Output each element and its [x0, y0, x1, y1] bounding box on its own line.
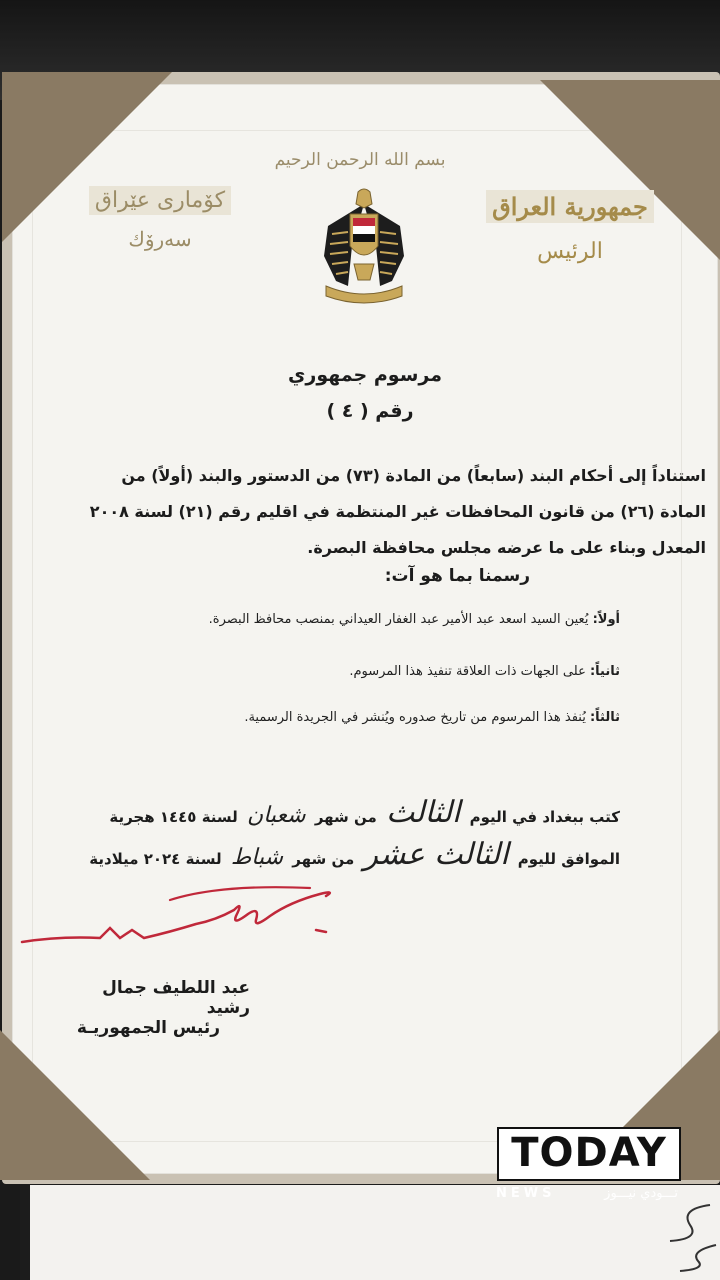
- article-text: يُعين السيد اسعد عبد الأمير عبد الغفار العيداني بمنصب محافظ البصرة.: [208, 612, 589, 627]
- date-month-label: من شهر: [292, 850, 355, 868]
- iraq-eagle-emblem: [318, 186, 410, 306]
- president-kurdish: سەرۆك: [128, 227, 192, 251]
- basmala: بسم الله الرحمن الرحيم: [274, 150, 446, 170]
- hijri-date-line: [50, 795, 620, 830]
- preamble-line: استناداً إلى أحكام البند (سابعاً) من المادة (٧٣) من الدستور والبند (أولاً) من: [121, 466, 706, 485]
- handwritten-day: الثالث: [386, 795, 461, 830]
- decreed-heading: رسمنا بما هو آت:: [384, 566, 530, 586]
- preamble-line: المادة (٢٦) من قانون المحافظات غير المنتظمة في اقليم رقم (٢١) لسنة ٢٠٠٨: [89, 502, 706, 521]
- handwritten-month: شباط: [230, 845, 284, 870]
- article-text: يُنفذ هذا المرسوم من تاريخ صدوره ويُنشر في الجريدة الرسمية.: [244, 710, 586, 725]
- news-tagline: [496, 1184, 678, 1202]
- date-year: لسنة ١٤٤٥ هجرية: [109, 808, 238, 826]
- article-3: [150, 710, 620, 725]
- date-month-label: من شهر: [314, 808, 377, 826]
- article-number: أولاً:: [592, 612, 620, 627]
- signer-title: رئيس الجمهوريـة: [76, 1018, 220, 1038]
- handwritten-day: الثالث عشر: [363, 837, 509, 872]
- decree-number: رقم ( ٤ ): [326, 400, 414, 422]
- decree-preamble: [86, 458, 706, 566]
- underlying-handwriting: [650, 1195, 720, 1275]
- today-news-logo: TODAY: [497, 1127, 681, 1181]
- news-label-en: NEWS: [496, 1185, 556, 1201]
- article-text: على الجهات ذات العلاقة تنفيذ هذا المرسوم.: [349, 664, 586, 679]
- date-prefix: الموافق لليوم: [517, 850, 620, 868]
- gregorian-date-line: [50, 837, 620, 872]
- date-year: لسنة ٢٠٢٤ ميلادية: [89, 850, 222, 868]
- preamble-line: المعدل وبناء على ما عرضه مجلس محافظة البصرة.: [307, 538, 706, 557]
- article-number: ثانياً:: [589, 664, 620, 679]
- handwritten-month: شعبان: [247, 803, 306, 828]
- news-label-ar: تـــودي نيـــوز: [604, 1185, 678, 1201]
- republic-of-iraq-kurdish: كۆماری عێراق: [89, 186, 231, 215]
- article-2: [150, 664, 620, 679]
- header-arabic-seal: [470, 190, 670, 264]
- article-number: ثالثاً:: [589, 710, 620, 725]
- signer-name: عبد اللطيف جمال رشيد: [102, 978, 250, 1018]
- date-prefix: كتب ببغداد في اليوم: [469, 808, 620, 826]
- republic-of-iraq-arabic: جمهورية العراق: [486, 190, 654, 223]
- folder-corner-bottom-left: [0, 1030, 150, 1180]
- president-arabic: الرئيس: [537, 239, 603, 264]
- president-signature: [20, 880, 340, 950]
- decree-title: مرسوم جمهوري: [288, 364, 442, 386]
- header-kurdish-seal: [70, 186, 250, 251]
- article-1: [150, 612, 620, 627]
